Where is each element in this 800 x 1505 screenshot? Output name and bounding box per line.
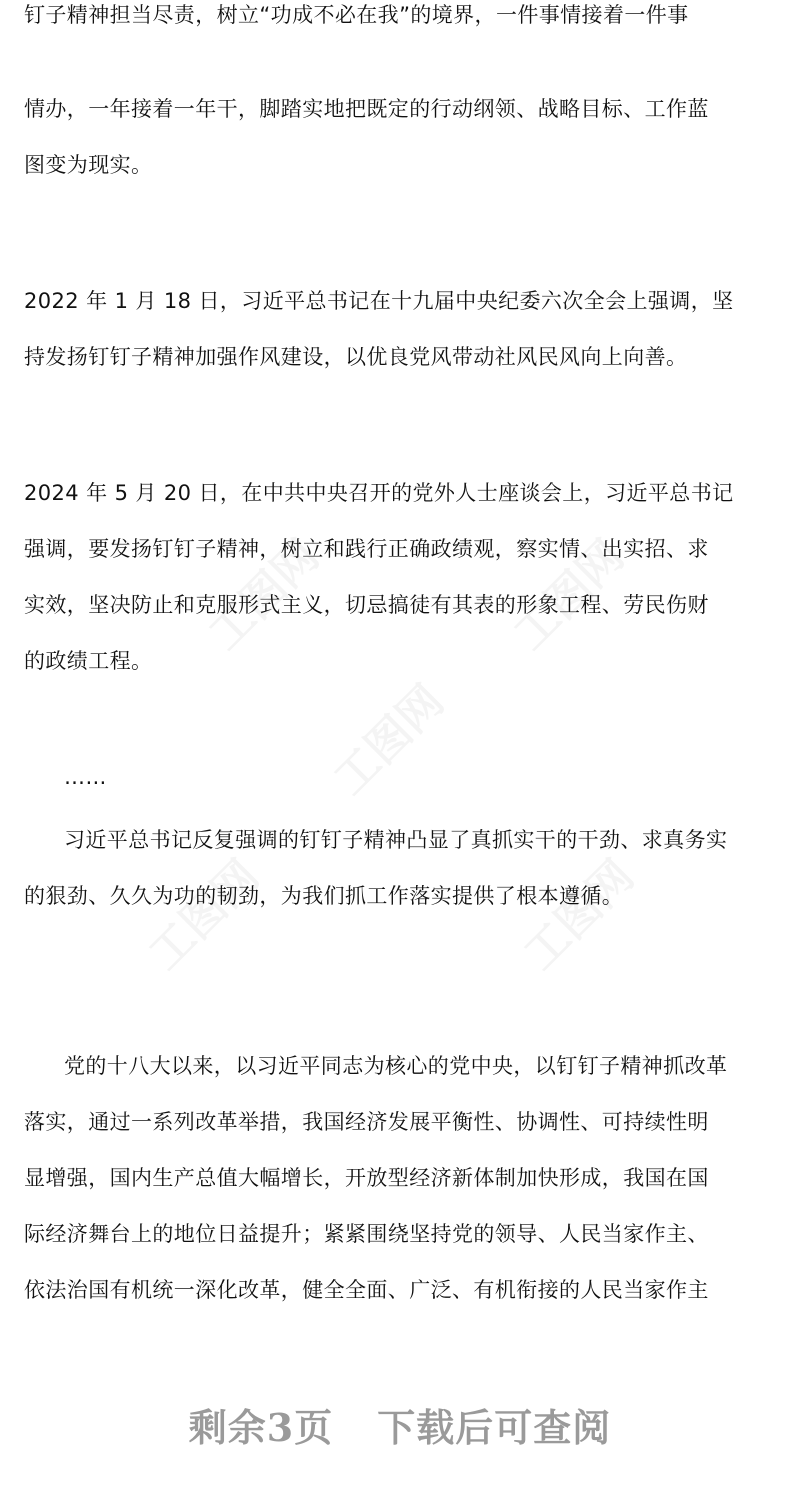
paragraph-1-line-1: 钉子精神担当尽责，树立“功成不必在我”的境界，一件事情接着一件事 bbox=[24, 3, 689, 27]
paragraph-4-line-2: 的狠劲、久久为功的韧劲，为我们抓工作落实提供了根本遵循。 bbox=[24, 884, 624, 908]
paragraph-2-line-2: 持发扬钉钉子精神加强作风建设，以优良党风带动社风民风向上向善。 bbox=[24, 345, 688, 369]
paragraph-3-line-2: 强调，要发扬钉钉子精神，树立和践行正确政绩观，察实情、出实招、求 bbox=[24, 537, 709, 561]
paragraph-2-line-1: 2022 年 1 月 18 日，习近平总书记在十九届中央纪委六次全会上强调，坚 bbox=[24, 289, 734, 313]
download-to-view-label[interactable]: 下载后可查阅 bbox=[377, 1405, 612, 1450]
paragraph-5-line-2: 落实，通过一系列改革举措，我国经济发展平衡性、协调性、可持续性明 bbox=[24, 1110, 709, 1134]
paragraph-4-line-1: 习近平总书记反复强调的钉钉子精神凸显了真抓实干的干劲、求真务实 bbox=[64, 828, 728, 852]
ellipsis-line: …… bbox=[64, 765, 107, 789]
paragraph-5-line-1: 党的十八大以来，以习近平同志为核心的党中央，以钉钉子精神抓改革 bbox=[64, 1054, 728, 1078]
paragraph-5-line-3: 显增强，国内生产总值大幅增长，开放型经济新体制加快形成，我国在国 bbox=[24, 1166, 709, 1190]
paragraph-3-line-4: 的政绩工程。 bbox=[24, 649, 153, 673]
paragraph-3-line-1: 2024 年 5 月 20 日，在中共中央召开的党外人士座谈会上，习近平总书记 bbox=[24, 481, 734, 505]
watermark bbox=[132, 843, 271, 982]
paragraph-5-line-4: 际经济舞台上的地位日益提升；紧紧围绕坚持党的领导、人民当家作主、 bbox=[24, 1222, 709, 1246]
paragraph-5-line-5: 依法治国有机统一深化改革，健全全面、广泛、有机衔接的人民当家作主 bbox=[24, 1278, 709, 1302]
download-banner[interactable] bbox=[0, 1400, 800, 1456]
remaining-pages-label: 剩余3页 bbox=[188, 1405, 334, 1450]
paragraph-1-line-3: 图变为现实。 bbox=[24, 153, 153, 177]
paragraph-1-line-2: 情办，一年接着一年干，脚踏实地把既定的行动纲领、战略目标、工作蓝 bbox=[24, 97, 709, 121]
watermark bbox=[507, 843, 646, 982]
paragraph-3-line-3: 实效，坚决防止和克服形式主义，切忌搞徒有其表的形象工程、劳民伤财 bbox=[24, 593, 709, 617]
